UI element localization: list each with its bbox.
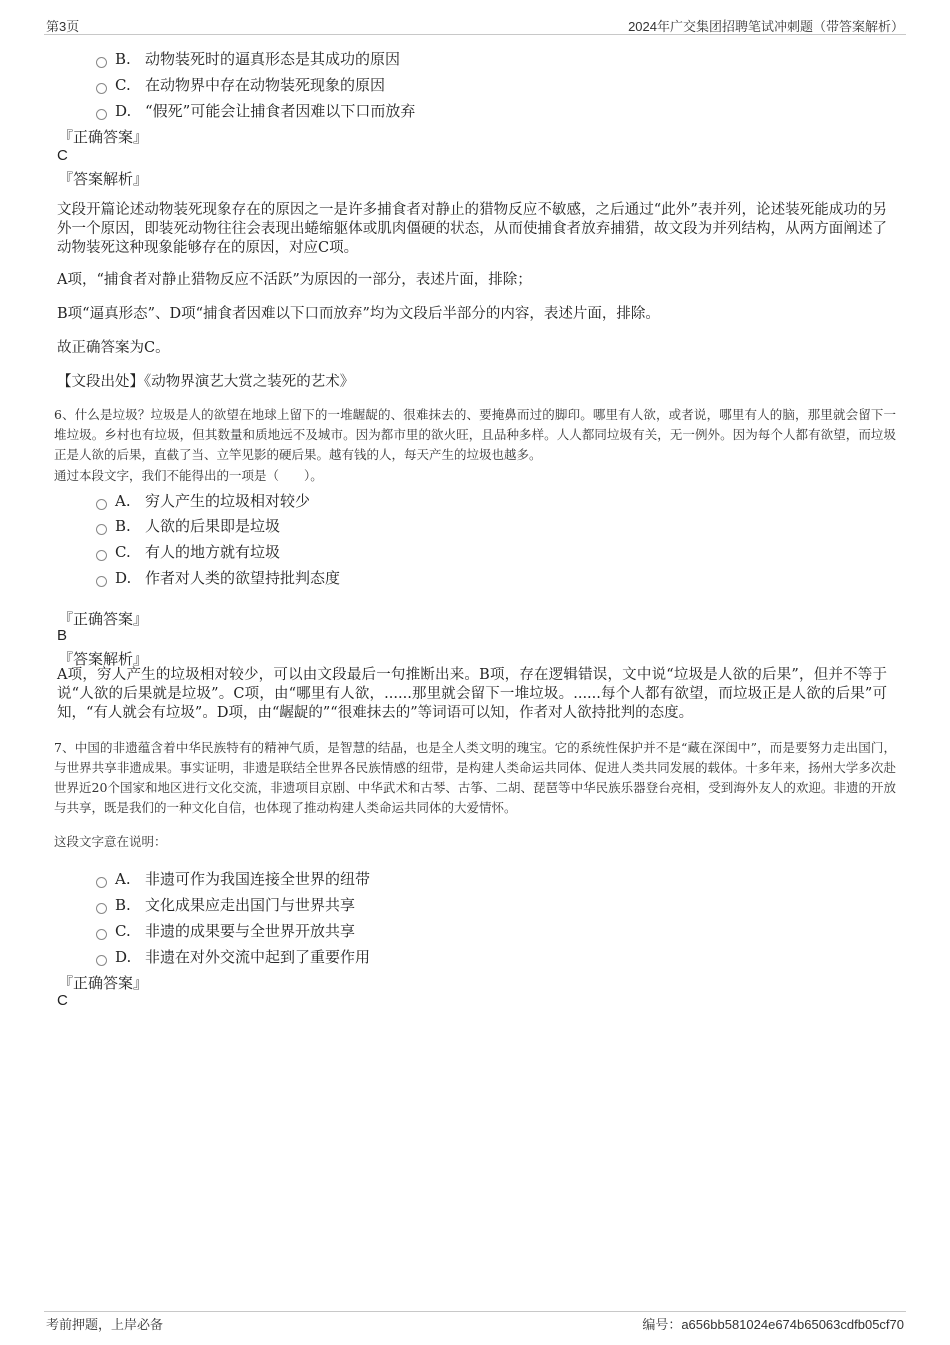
option-b[interactable]: B. 动物装死时的逼真形态是其成功的原因 — [96, 48, 400, 69]
page-number: 第3页 — [46, 19, 80, 34]
radio-icon[interactable] — [96, 576, 107, 587]
text-source: 【文段出处】《动物界演艺大赏之装死的艺术》 — [57, 374, 355, 390]
document-code: 编号：a656bb581024e674b65063cdfb05cf70 — [642, 1317, 904, 1332]
q7-option-d[interactable]: D. 非遗在对外交流中起到了重要作用 — [96, 946, 370, 967]
radio-icon[interactable] — [96, 57, 107, 68]
option-d[interactable]: D. “假死”可能会让捕食者因难以下口而放弃 — [96, 100, 415, 121]
analysis-option-bd: B项“逼真形态”、D项“捕食者因难以下口而放弃”均为文段后半部分的内容，表述片面，排除。 — [57, 306, 660, 322]
question-7-prompt: 这段文字意在说明： — [54, 834, 167, 849]
q6-option-b[interactable]: B. 人欲的后果即是垃圾 — [96, 515, 280, 536]
q6-analysis-label: 『答案解析』 — [58, 650, 149, 668]
q6-option-a[interactable]: A. 穷人产生的垃圾相对较少 — [96, 490, 310, 511]
radio-icon[interactable] — [96, 929, 107, 940]
radio-icon[interactable] — [96, 550, 107, 561]
radio-icon[interactable] — [96, 524, 107, 535]
q7-correct-answer-label: 『正确答案』 — [58, 974, 149, 992]
radio-icon[interactable] — [96, 83, 107, 94]
question-6-prompt: 通过本段文字，我们不能得出的一项是（ ）。 — [54, 468, 323, 483]
correct-answer-label: 『正确答案』 — [58, 128, 149, 146]
correct-answer-value: C — [57, 147, 68, 164]
document-title: 2024年广交集团招聘笔试冲刺题（带答案解析） — [628, 19, 904, 34]
q6-correct-answer-label: 『正确答案』 — [58, 610, 149, 628]
question-6-stem: 6、什么是垃圾？垃圾是人的欲望在地球上留下的一堆龌龊的、很难抹去的、要掩鼻而过的脚印。哪里有人欲，或者说，哪里有人的脑，那里就会留下一堆垃圾。乡村也有垃圾，但其数量和质地远不及城市。因为都市里的欲火旺，且品种多样。人人都同垃圾有关，无一例外。因为每个人都有欲望，而垃圾正是人欲的后果，直截了当、立竿见影的硬后果。越有钱的人，每天产生的垃圾也越多。 — [54, 407, 896, 462]
analysis-conclusion: 故正确答案为C。 — [57, 340, 170, 356]
q6-analysis-paragraph: A项，穷人产生的垃圾相对较少，可以由文段最后一句推断出来。B项，存在逻辑错误，文中说“垃圾是人欲的后果”，但并不等于说“人欲的后果就是垃圾”。C项，由“哪里有人欲，......那里就会留下一堆垃圾。......每个人都有欲望，而垃圾正是人欲的后果”可知，“有人就会有垃圾”。D项，由“龌龊的”“很难抹去的”等词语可以知，作者对人欲持批判的态度。 — [57, 667, 887, 721]
q7-option-c[interactable]: C. 非遗的成果要与全世界开放共享 — [96, 920, 355, 941]
q6-option-d[interactable]: D. 作者对人类的欲望持批判态度 — [96, 567, 340, 588]
q6-option-c[interactable]: C. 有人的地方就有垃圾 — [96, 541, 280, 562]
question-7-stem: 7、中国的非遗蕴含着中华民族特有的精神气质，是智慧的结晶，也是全人类文明的瑰宝。它的系统性保护并不是“藏在深闺中”，而是要努力走出国门，与世界共享非遗成果。事实证明，非遗是联结全世界各民族情感的纽带，是构建人类命运共同体、促进人类共同发展的载体。十多年来，扬州大学多次赴世界近20个国家和地区进行文化交流，非遗项目京剧、中华武术和古琴、古筝、二胡、琵琶等中华民族乐器登台亮相，受到海外友人的欢迎。非遗的开放与共享，既是我们的一种文化自信，也体现了推动构建人类命运共同体的大爱情怀。 — [54, 740, 896, 815]
radio-icon[interactable] — [96, 877, 107, 888]
footer-divider — [44, 1311, 906, 1312]
radio-icon[interactable] — [96, 955, 107, 966]
radio-icon[interactable] — [96, 903, 107, 914]
option-c[interactable]: C. 在动物界中存在动物装死现象的原因 — [96, 74, 385, 95]
footer-slogan: 考前押题，上岸必备 — [46, 1317, 164, 1332]
radio-icon[interactable] — [96, 499, 107, 510]
q7-option-b[interactable]: B. 文化成果应走出国门与世界共享 — [96, 894, 355, 915]
radio-icon[interactable] — [96, 109, 107, 120]
q6-correct-answer-value: B — [57, 627, 68, 644]
header-divider — [44, 34, 906, 35]
analysis-option-a: A项，“捕食者对静止猎物反应不活跃”为原因的一部分，表述片面，排除； — [57, 272, 532, 288]
analysis-label: 『答案解析』 — [58, 170, 149, 188]
analysis-paragraph: 文段开篇论述动物装死现象存在的原因之一是许多捕食者对静止的猎物反应不敏感，之后通过“此外”表并列，论述装死能成功的另外一个原因，即装死动物往往会表现出蜷缩躯体或肌肉僵硬的状态，从而使捕食者放弃捕猎，故文段为并列结构，从两方面阐述了动物装死这种现象能够存在的原因，对应C项。 — [57, 202, 887, 256]
q7-correct-answer-value: C — [57, 992, 68, 1009]
q7-option-a[interactable]: A. 非遗可作为我国连接全世界的纽带 — [96, 868, 370, 889]
